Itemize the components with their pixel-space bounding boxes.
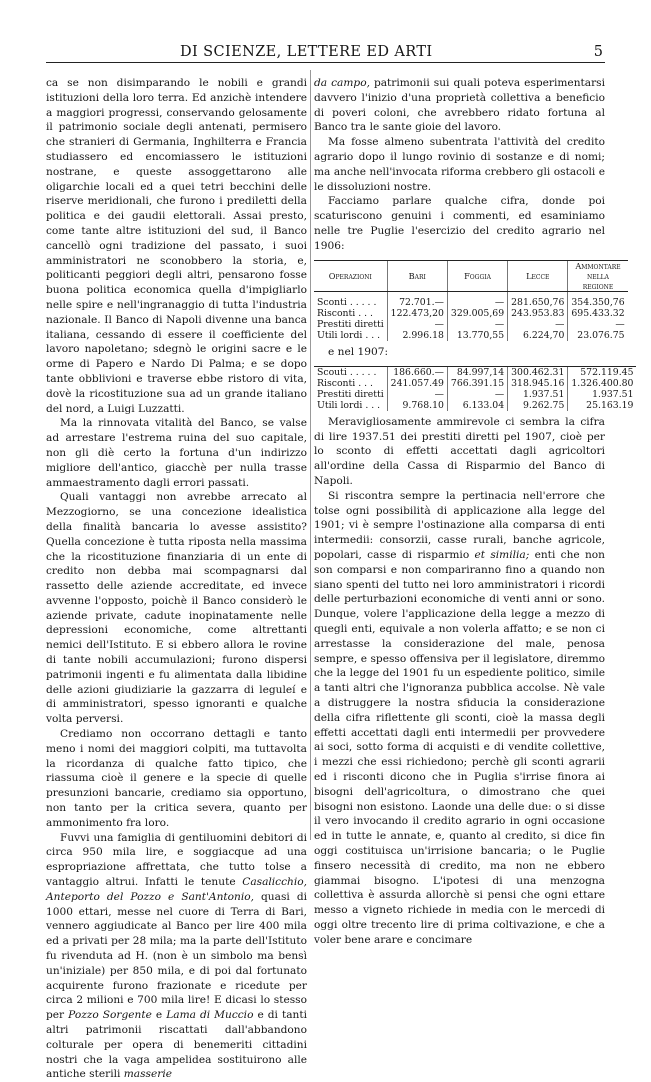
- table-row: [314, 297, 628, 308]
- cell: —: [447, 297, 507, 308]
- cell: 281.650,76: [508, 297, 568, 308]
- cell: 243.953.83: [508, 308, 568, 319]
- running-title: DI SCIENZE, LETTERE ED ARTI: [180, 44, 433, 60]
- cell: 186.660.—: [387, 366, 447, 378]
- cell: 572.119.45: [568, 366, 637, 378]
- paragraph: Facciamo parlare qualche cifra, donde poi scaturiscono genuini i commenti, ed esaminiamo nelle tre Puglie l'esercizio del credito agrario nel 1906:: [314, 195, 605, 252]
- table-row: [314, 366, 636, 378]
- credit-table-1906: [314, 260, 625, 342]
- table-row: [314, 319, 628, 330]
- cell: 318.945.16: [508, 378, 568, 389]
- table-row: [314, 378, 636, 389]
- cell: —: [387, 319, 447, 330]
- text-run: patrimonii sui quali poteva esperimentarsi davvero l'inizio d'una proprietà collettiva a beneficio di poveri coloni, che avrebbero ridato fortuna al Banco tra le sante gioie del lavoro.: [314, 77, 605, 134]
- cell: —: [447, 389, 507, 400]
- row-label: Scouti . . . . .: [314, 366, 387, 378]
- paragraph: Ma fosse almeno subentrata l'attività del credito agrario dopo il lungo rovinio di sostanze e di nomi; ma anche nell'invocata riforma crebbero gli ostacoli e le dissoluzioni nostre.: [314, 136, 605, 193]
- table-row: [314, 400, 636, 411]
- row-label: Sconti . . . . .: [317, 297, 377, 309]
- row-label: Risconti . . .: [317, 377, 373, 389]
- column-header: Foggia: [447, 260, 507, 291]
- cell: 300.462.31: [508, 366, 568, 378]
- italic-run: et similia;: [474, 549, 530, 562]
- column-divider: [310, 70, 311, 840]
- paragraph: Crediamo non occorrano dettagli e tanto meno i nomi dei maggiori colpiti, ma tuttavolta la ricordanza di qualche fatto tipico, che riassuma cioè il genere e la specie di quelle presunzioni bancarie, crediamo sia opportuno, non tanto per la critica severa, quanto per ammonimento fra loro.: [46, 728, 307, 829]
- cell: 354.350,76: [568, 297, 628, 308]
- text-run: e: [151, 1009, 167, 1022]
- year-label: e nel 1907:: [328, 346, 389, 359]
- cell: 72.701.—: [387, 297, 447, 308]
- column-header: Operazioni: [314, 260, 387, 291]
- column-header: Bari: [387, 260, 447, 291]
- paragraph: ca se non disimparando le nobili e grandi istituzioni della loro terra. Ed anzichè intendere a maggiori progressi, conservando gelosamente il patrimonio sociale degli antenati, permisero che stranieri di Germania, Inghilterra e Francia studiassero ed encomiassero le istituzioni nostrane, e queste assoggettarono alle oligarchie locali ed a quei tetri becchini delle riserve meridionali, che furono i prediletti della politica e dei gaudii elettorali. Assai presto, come tante altre istituzioni del sud, il Banco cancellò ogni tradizione del passato, i suoi amministratori ne sconobbero la storia, e, politicanti peggiori degli altri, pensarono fosse buona politica economica quella d'impigliarlo nelle spire e nell'ingranaggio di tutta l'industria nazionale. Il Banco di Napoli divenne una banca italiana, cessando di essere il coefficiente del lavoro napoletano; sdegnò le origini sacre e le orme di Papero e Nardo Di Palma; e se dopo tante obblivioni e traverse ebbe ristoro di vita, dovè la ricostituzione sua ad un grande italiano del nord, a Luigi Luzzatti.: [46, 77, 307, 415]
- cell: 1.937.51: [568, 389, 637, 400]
- cell: 1.326.400.80: [568, 378, 637, 389]
- text-run: Si riscontra sempre la pertinacia nell'errore che tolse ogni possibilità di applicazione alla legge del 1901; vi è sempre l'ostinazione alla comparsa di enti intermedii: consorzii, casse rurali, banche agricole, popolari, casse di risparmio: [314, 489, 605, 562]
- row-label: Utili lordi . . .: [317, 399, 381, 411]
- cell: 766.391.15: [447, 378, 507, 389]
- column-header: Lecce: [508, 260, 568, 291]
- page-header: [46, 40, 605, 60]
- table-header-row: [314, 260, 628, 291]
- table-row: [314, 330, 628, 341]
- cell: 25.163.19: [568, 400, 637, 411]
- italic-run: da campo,: [314, 77, 370, 89]
- text-run: Fuvvi una famiglia di gentiluomini debitori di circa 950 mila lire, e soggiacque ad una espropriazione affrettata, che tutto tolse a vantaggio altrui. Infatti le tenute: [46, 831, 307, 889]
- page-number: 5: [593, 44, 603, 60]
- row-label: Utili lordi . . .: [317, 330, 381, 342]
- cell: 1.937.51: [508, 389, 568, 400]
- cell: 2.996.18: [387, 330, 447, 341]
- cell: —: [387, 389, 447, 400]
- table-row: [314, 389, 636, 400]
- column-header: Ammontare nella regione: [568, 260, 628, 291]
- italic-run: Pozzo Sorgente: [68, 1009, 152, 1022]
- italic-run: Lama di Muccio: [166, 1009, 254, 1022]
- header-rule: [46, 62, 605, 63]
- cell: 9.262.75: [508, 400, 568, 411]
- paragraph: [314, 489, 605, 948]
- cell: 122.473,20: [387, 308, 447, 319]
- cell: —: [508, 319, 568, 330]
- cell: 9.768.10: [387, 400, 447, 411]
- row-label: Prestiti diretti: [317, 388, 384, 400]
- paragraph: Quali vantaggi non avrebbe arrecato al Mezzogiorno, se una concezione idealistica della finalità bancaria lo avesse assistito? Quella concezione è tutta riposta nella massima che la ricostituzione finanziaria di un ente di credito non debba mai scompagnarsi dal rassetto delle aziende accreditate, ed invece avvenne l'opposto, poichè il Banco considerò le aziende private, cadute inopinatamente nelle depressioni economiche, come altrettanti nemici dell'Istituto. E si ebbero allora le rovine di tante nobili accumulazioni; furono dispersi patrimonii ingenti e fu alimentata dalla libidine delle azioni giudiziarie la gazzarra di leguleí e di amministratori, spesso ignoranti e qualche volta perversi.: [46, 491, 307, 726]
- cell: —: [447, 319, 507, 330]
- table-row: [314, 308, 628, 319]
- left-column: [46, 76, 307, 1082]
- row-label: Risconti . . .: [317, 308, 373, 320]
- cell: 23.076.75: [568, 330, 628, 341]
- cell: 329.005,69: [447, 308, 507, 319]
- right-column: [314, 76, 634, 948]
- italic-run: Casalicchio, Anteporto del Pozzo e Sant'Antonio,: [46, 876, 307, 903]
- paragraph: Ma la rinnovata vitalità del Banco, se valse ad arrestare l'estrema ruina del suo capitale, non gli diè certo la fortuna d'un indirizzo migliore dell'antico, giacchè per nulla trasse ammaestramento dagli errori passati.: [46, 417, 307, 489]
- cell: 6.224,70: [508, 330, 568, 341]
- cell: 13.770,55: [447, 330, 507, 341]
- cell: 241.057.49: [387, 378, 447, 389]
- cell: —: [568, 319, 628, 330]
- text-run: e di tanti altri patrimonii riscattati dall'abbandono colturale per opera di benemeriti cittadini nostri che la vaga ampelidea sostituirono alle antiche sterili: [46, 1009, 307, 1081]
- italic-run: masserie: [123, 1068, 172, 1081]
- row-label: Prestiti diretti: [317, 319, 384, 331]
- cell: 84.997,14: [447, 366, 507, 378]
- cell: 695.433.32: [568, 308, 628, 319]
- paragraph: [46, 831, 307, 1082]
- paragraph: Meravigliosamente ammirevole ci sembra la cifra di lire 1937.51 dei prestiti diretti pel 1907, cioè per lo sconto di effetti accettati dagli agricoltori all'ordine della Cassa di Risparmio del Banco di Napoli.: [314, 415, 605, 488]
- cell: 6.133.04: [447, 400, 507, 411]
- text-run: enti che non son comparsi e non compariranno fino a quando non siano spenti del tutto nei loro amministratori i ricordi delle perturbazioni economiche di venti anni or sono. Dunque, volere l'applicazione della legge a mezzo di quegli enti, equivale a non volerla affatto; e se non ci arrestasse la considerazione del male, penosa sempre, e spesso offensiva per il legislatore, diremmo che la legge del 1901 fu un espediente politico, simile a tanti altri che l'ignoranza pubblica accolse. Nè vale a distruggere la nostra sfiducia la considerazione della cifra riflettente gli sconti, cioè la massa degli effetti accettati dagli enti intermedii per provvedere ai soci, sotto forma di acquisti e di vendite collettive, i mezzi che essi richiedono; perchè gli sconti agrarii ed i risconti dicono che in Puglia s'irrise finora ai bisogni dell'agricoltura, o dimostrano che quei bisogni non esistono. Laonde una delle due: o si disse il vero invocando il credito agrario in ogni occasione ed in tutte le annate, e, quanto al credito, si dice fin oggi costituisca un'irrisione bancaria; o le Puglie finsero necessità di credito, ma non ne ebbero giammai bisogno. L'ipotesi di una menzogna collettiva è assurda allorchè si pensi che ogni ettare messo a vigneto richiede in media con le mercedi di oggi oltre trecento lire di prima coltivazione, e che a voler bene arare e concimare: [314, 549, 605, 946]
- credit-table-1907: [314, 366, 634, 411]
- text-run: quasi di 1000 ettari, messe nel cuore di Terra di Bari, vennero aggiudicate al Banco per lire 400 mila ed a privati per 28 mila; ma la parte dell'Istituto fu rivenduta ad H. (non è un simbolo ma bensì un'iniziale) per 850 mila, e di poi dal fortunato acquirente furono frazionate e ricedute per circa 2 milioni e 700 mila lire! E dicasi lo stesso per: [46, 890, 307, 1022]
- data-table: [314, 366, 636, 411]
- paragraph: [314, 76, 605, 135]
- data-table: [314, 260, 628, 342]
